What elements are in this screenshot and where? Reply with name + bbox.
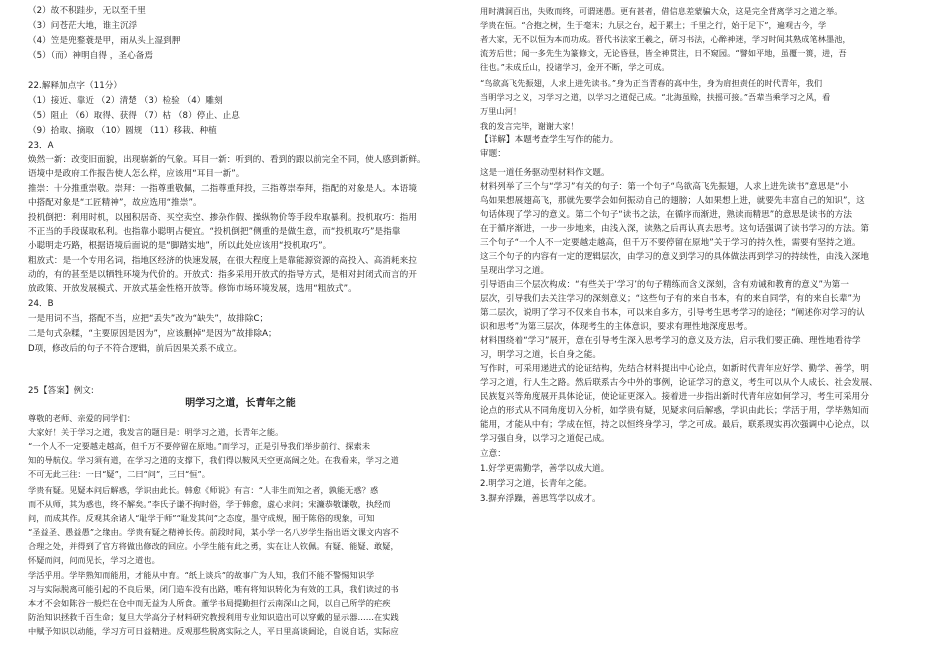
text-line: 22.解释加点字（11分） [28,81,123,91]
essay-line: 我的发言完毕，谢谢大家！ [480,121,579,131]
text-line: 一是用词不当，搭配不当，应把“丢失”改为“缺失”，故排除C； [28,314,269,324]
essay-line: 本才不会如陈谷一般烂在仓中而无益为人所食。董学书局提勤担行云南深山之间，以自己所学的疟疾 [28,598,391,608]
text-line: 民族复兴等角度展开具体论证，使论证更深入。接着进一步指出新时代青年应如何学习，考生可采用分 [480,392,869,402]
text-line: 在于循序渐进，一步一步地来，由浅入深，读熟之后再认真去思考。这句话强调了读书学习的方法。第 [480,224,869,234]
text-line: 这三个句子的内容有一定的逻辑层次，由学习的意义到学习的具体做法再到学习的持续性，由浅入深地 [480,252,869,262]
essay-line: 防治知识拯救千百生命；复旦大学高分子材料研究教授利用专业知识造出可以穿戴的显示器……在实践 [28,612,399,622]
essay-line: 流芳后世；闻一多先生为篆修文，无论昏昼，皆全神贯注，日不窥园。“譬如平地，虽覆一篑，进，吾 [480,48,847,58]
text-line: 习，明学习之道，长自身之能。 [480,350,602,360]
text-line: 引导语由三个层次构成：“有些关于‘学习’的句子精练而含义深刻，含有劝诫和教育的意义”为第一 [480,280,849,290]
essay-line: 怀疑而问，问而见长，学习之道也。 [28,555,160,565]
essay-line: 万里山河！ [480,106,522,116]
text-line: 1.好学更需勤学，善学以成大道。 [480,464,610,474]
text-line: 句话体现了学习的意义。第二个句子“读书之法，在循序而渐进，熟读而精思”的意思是读书的方法 [480,210,853,220]
essay-line: 往也。”未成丘山，投诸学习，金开不断，学之可成。 [480,62,670,72]
text-line: 粗放式：是一个专用名词，指地区经济的快速发展，在很大程度上是靠能源资源的高投入、高消耗来拉 [28,256,417,266]
text-line: 第二层次，说明了学习不仅来自书本，可以来自多方，引导考生思考学习的途径；“阐述你对学习的认 [480,308,865,318]
text-line: 呈现出学习之道。 [480,266,550,276]
answer-header: 25【答案】例文: [28,386,94,396]
essay-line: 合理之处，并得到了官方将做出修改的回应。小学生能有此之勇，实在让人钦佩。有疑、能疑、敢疑， [28,541,399,551]
essay-line: 大家好！关于学习之道，我发言的题目是：明学习之道，长青年之能。 [28,427,284,437]
text-line: 语境中是政府工作报告使人怎么样，应该用“耳目一新”。 [28,169,245,179]
text-line: 三个句子“一个人不一定要越走越高，但千万不要停留在原地”关于学习的持久性，需要有坚持之道。 [480,238,861,248]
text-line: 学习强自身，以学习之道促己成。 [480,434,610,444]
text-line: 动的，有的甚至是以牺牲环境为代价的。开放式：指多采用开放式的指导方式，是相对封闭式而言的开 [28,270,417,280]
essay-line: 学贵在恒。“合抱之树，生于毫末；九层之台，起于累土；千里之行，始于足下”，遍观古今，学 [480,20,827,30]
text-line: 识和思考”为第三层次，体现考生的主体意识，要求有理性地深度思考。 [480,322,753,332]
essay-line: “鸟欲高飞先振翅，人求上进先读书。”身为正当青春的高中生，身为肩担责任的时代青年，我们 [480,78,823,88]
text-line: 2.明学习之道，长青年之能。 [480,479,593,489]
essay-line: 而不从师，其为惑也，终不解矣。”李氏子谦不拘时俗，学于韩愈，虚心求问；宋濂恭敬谦敬，执经而 [28,499,391,509]
essay-line: 中赋予知识以动能，学习方可日益精进。反观那些脱离实际之人，平日里高谈阔论，自说自话，实际应 [28,626,399,636]
essay-line: “一个人不一定要越走越高，但千万不要停留在原地。”而学习，正是引导我们举步前行、探索未 [28,441,371,451]
text-line: 立意： [480,449,506,459]
text-line: 学习之道，行人生之路。然后联系古今中外的事例，论证学习的意义，考生可以从个人成长、社会发展、 [480,378,878,388]
text-line: 投机倒把：利用时机，以囤积居奇、买空卖空、掺杂作假、操纵物价等手段牟取暴利。投机取巧：指用 [28,213,417,223]
text-line: 中搭配对象是“工匠精神”，故应选用“推崇”。 [28,198,202,208]
text-line: （5）阻止 （6）取得、获得 （7）枯 （8）停止、止息 [28,111,240,121]
text-line: 焕然一新：改变旧面貌，出现崭新的气象。耳目一新：听到的、看到的跟以前完全不同，使人感到新鲜。 [28,155,426,165]
text-line: 论点的形式从不同角度切入分析，如学贵有疑，见疑求问后解惑，学识由此长；学活于用，学毕熟知而 [480,406,869,416]
text-line: 能用，才能从中有；学成在恒，持之以恒终身学习，学之可成。最后，联系现实再次强调中心论点，以 [480,420,869,430]
essay-line: 者大家，无不以恒为本而功成。晋代书法家王羲之，研习书法，心醉神迷，学习时间其熟成笔林墨池， [480,34,851,44]
text-line: （4）笠是兜鍪蓑是甲，雨从头上湿到胛 [28,36,181,46]
text-line: D项，修改后的句子不符合逻辑，前后因果关系不成立。 [28,344,243,354]
text-line: 推崇：十分推重崇敬。崇拜：一指尊重敬佩，二指尊重拜投，三指尊崇奉拜，指配的对象是人。本语境 [28,184,417,194]
essay-line: 尊敬的老师、亲爱的同学们： [28,413,136,423]
essay-line: 问，而成其作。反观其余诸人“耻学于师”“耻发其问”之态度，墨守成规，囿于陈俗的现象，可知 [28,513,375,523]
text-line: 小聪明走巧路，根据语境后面说的是“脚踏实地”，所以此处应该用“投机取巧”。 [28,241,332,251]
text-line: 这是一道任务驱动型材料作文题。 [480,168,610,178]
text-line: 放政策、开放发展模式、开放式基金性格开放等。修饰市场环境发展，选用“粗放式”。 [28,284,357,294]
essay-title: 明学习之道，长青年之能 [185,398,296,409]
text-line: 审题： [480,149,506,159]
text-line: 写作时，可采用递进式的论证结构，先结合材料提出中心论点，如新时代青年应好学、勤学、善学，明 [480,364,869,374]
text-line: （9）拾取、摘取 （10）圆规 （11）移栽、种植 [28,126,217,136]
essay-line: 用时满洞百出，失败而终，可谓迷愚。更有甚者，借信息差蒙骗大众，这是完全背离学习之道之举。 [480,6,843,16]
text-line: 材料列举了三个与“学习”有关的句子：第一个句子“鸟欲高飞先振翅，人求上进先读书”意思是“小 [480,182,849,192]
essay-line: “圣益圣、愚益愚”之缘由。学贵有疑之精神长传。前段时间，某小学一名八岁学生指出语文课文内容不 [28,527,399,537]
text-line: （1）接近、靠近 （2）清楚 （3）检验 （4）雕刻 [28,96,223,106]
text-line: （2）故不积跬步，无以至千里 [28,6,146,16]
text-line: （5）（而）神明自得 ，圣心备焉 [28,51,154,61]
text-line: 层次，引导我们去关注学习的深刻意义；“这些句子有的来自书本，有的来自同学，有的来自长辈”为 [480,294,861,304]
text-line: 不正当的手段谋取私利。也指靠小聪明占便宜。“投机倒把”侧重的是做生意，而“投机取巧”是指靠 [28,227,401,237]
text-line: 23．A [28,141,54,151]
essay-line: 学活乎用。学毕熟知而能用，才能从中育。“纸上谈兵”的故事广为人知，我们不能不警惕知识学 [28,570,375,580]
text-line: 【详解】本题考查学生写作的能力。 [480,135,619,145]
text-line: 二是句式杂糅，“主要原因是因为”，应该删掉“是因为”故排除A； [28,329,277,339]
text-line: （3）问苍茫大地，谁主沉浮 [28,21,138,31]
text-line: 材料围绕着“学习”展开，意在引导考生深入思考学习的意义及方法，启示我们要正确、理性地看待学 [480,336,861,346]
text-line: 24．B [28,299,54,309]
text-line: 3.摒弃浮躁，善思笃学以成才。 [480,494,601,504]
text-line: 鸟如果想展翅高飞，那就先要学会如何振动自己的翅膀；人如果想上进，就要先丰富自己的知识”，这 [480,196,865,206]
essay-line: 知的导航仪。学习須有道，在学习之道的支撑下，我们得以鞍风天空更高阔之处。在我看来，学习之道 [28,455,399,465]
essay-line: 习与实际脱离可能引起的不良后果，闭门造车没有出路，唯有将知识转化为有效的工具，我们读过的书 [28,584,399,594]
essay-line: 不可无此三往：一曰“疑”，二曰“问”，三曰“恒”。 [28,469,210,479]
essay-line: 学贵有疑。见疑本问后解惑，学识由此长。韩愈《师说》有言：“人非生而知之者，孰能无惑？惑 [28,485,379,495]
essay-line: 当明学习之义，习学习之道，以学习之道促己成。“北海虽赊，扶摇可接。”吾辈当乘学习之风，看 [480,92,831,102]
